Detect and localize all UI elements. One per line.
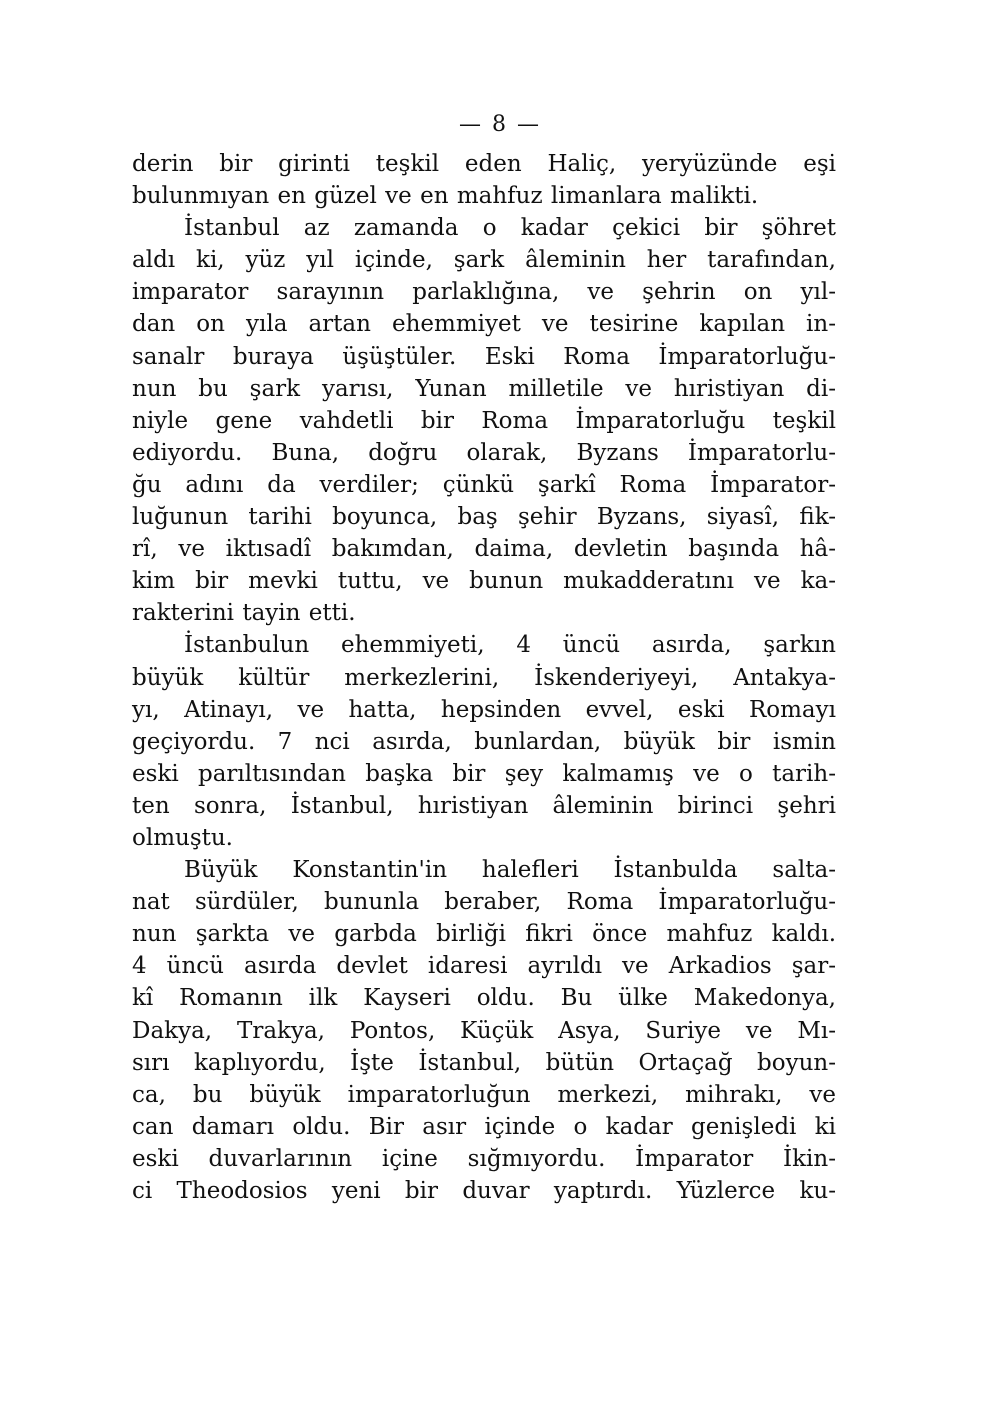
text-line: Dakya, Trakya, Pontos, Küçük Asya, Suriye ve Mı- <box>132 1017 836 1044</box>
text-line: nun şarkta ve garbda birliği fikri önce mahfuz kaldı. <box>132 921 836 948</box>
text-line: nat sürdüler, bununla beraber, Roma İmparatorluğu- <box>132 889 836 916</box>
text-line: sırı kaplıyordu, İşte İstanbul, bütün Ortaçağ boyun- <box>132 1049 836 1076</box>
text-line: büyük kültür merkezlerini, İskenderiyeyi, Antakya- <box>132 664 836 691</box>
body-text <box>132 148 836 1207</box>
text-line: aldı ki, yüz yıl içinde, şark âleminin her tarafından, <box>132 247 836 274</box>
text-line: ten sonra, İstanbul, hıristiyan âleminin birinci şehri <box>132 792 836 819</box>
text-line: İstanbulun ehemmiyeti, 4 üncü asırda, şarkın <box>184 632 836 659</box>
text-line: nun bu şark yarısı, Yunan milletile ve hıristiyan di- <box>132 375 836 402</box>
text-line: geçiyordu. 7 nci asırda, bunlardan, büyük bir ismin <box>132 728 836 755</box>
text-line: İstanbul az zamanda o kadar çekici bir şöhret <box>184 215 836 242</box>
text-line: sanalr buraya üşüştüler. Eski Roma İmparatorluğu- <box>132 343 836 370</box>
text-line: dan on yıla artan ehemmiyet ve tesirine kapılan in- <box>132 311 836 338</box>
text-line: ca, bu büyük imparatorluğun merkezi, mihrakı, ve <box>132 1081 836 1108</box>
text-line: kim bir mevki tuttu, ve bunun mukadderatını ve ka- <box>132 568 836 595</box>
text-line: ediyordu. Buna, doğru olarak, Byzans İmparatorlu- <box>132 439 836 466</box>
text-line: eski parıltısından başka bir şey kalmamış ve o tarih- <box>132 760 836 787</box>
text-line: eski duvarlarının içine sığmıyordu. İmparator İkin- <box>132 1145 836 1172</box>
text-line: olmuştu. <box>132 824 233 851</box>
text-line: yı, Atinayı, ve hatta, hepsinden evvel, eski Romayı <box>132 696 836 723</box>
page-number: — 8 — <box>459 112 541 137</box>
text-line: niyle gene vahdetli bir Roma İmparatorluğu teşkil <box>132 407 836 434</box>
text-line: imparator sarayının parlaklığına, ve şehrin on yıl- <box>132 279 836 306</box>
text-line: 4 üncü asırda devlet idaresi ayrıldı ve Arkadios şar- <box>132 953 836 980</box>
text-line: ğu adını da verdiler; çünkü şarkî Roma İmparator- <box>132 471 836 498</box>
text-line: can damarı oldu. Bir asır içinde o kadar genişledi ki <box>132 1113 836 1140</box>
text-line: kî Romanın ilk Kayseri oldu. Bu ülke Makedonya, <box>132 985 836 1012</box>
text-line: derin bir girinti teşkil eden Haliç, yeryüzünde eşi <box>132 151 836 177</box>
text-line: Büyük Konstantin'in halefleri İstanbulda salta- <box>184 857 836 884</box>
text-line: luğunun tarihi boyunca, baş şehir Byzans, siyasî, fik- <box>132 504 836 531</box>
text-line: bulunmıyan en güzel ve en mahfuz limanlara malikti. <box>132 183 759 210</box>
text-line: rakterini tayin etti. <box>132 600 356 627</box>
text-line: rî, ve iktısadî bakımdan, daima, devletin başında hâ- <box>132 536 836 563</box>
text-line: ci Theodosios yeni bir duvar yaptırdı. Yüzlerce ku- <box>132 1178 836 1204</box>
